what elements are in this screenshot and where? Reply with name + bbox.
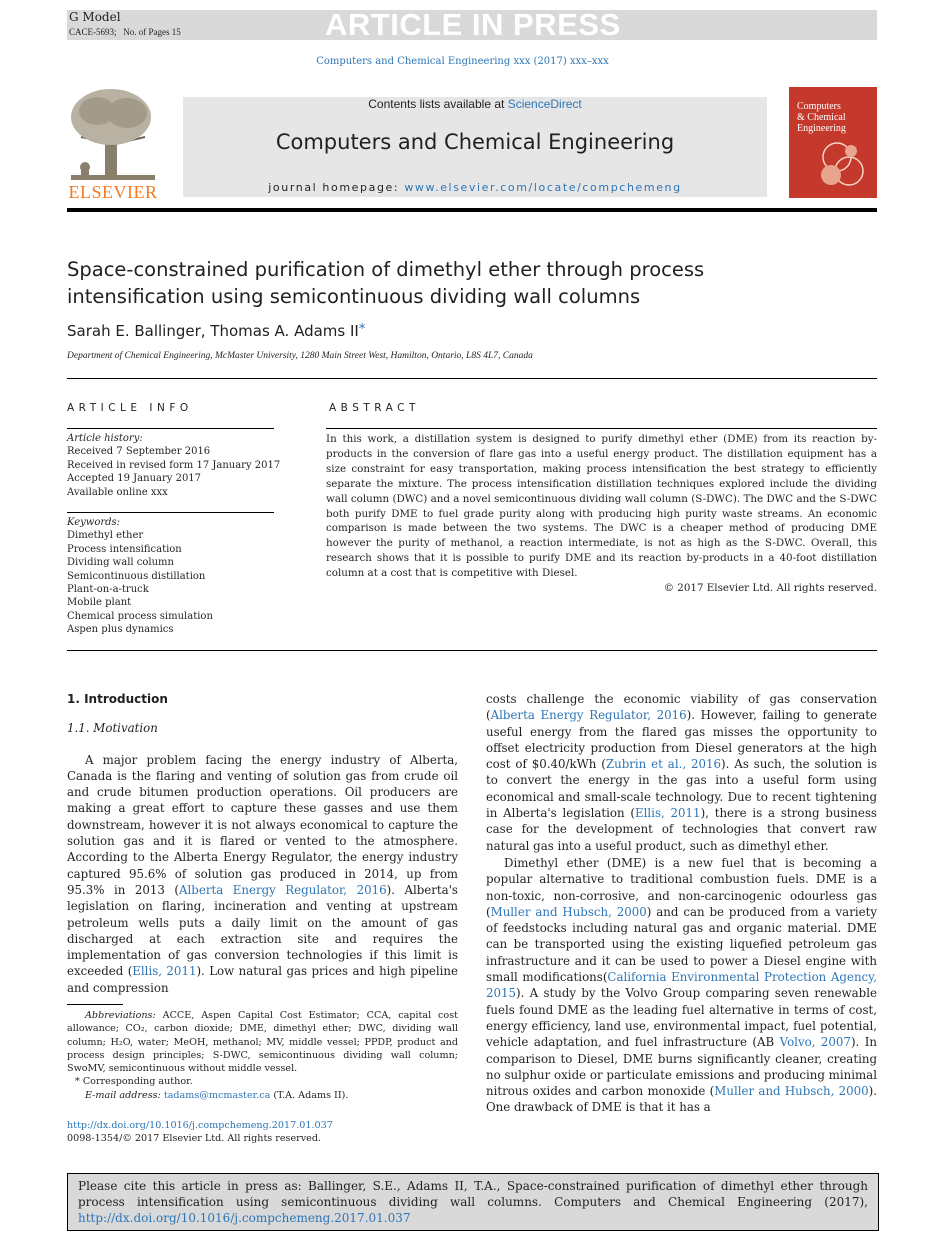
citation-box [67, 1173, 879, 1231]
email-suffix: (T.A. Adams II). [273, 1089, 349, 1101]
email-label: E-mail address: [85, 1089, 161, 1101]
sciencedirect-link[interactable]: ScienceDirect [507, 97, 582, 111]
body-text: Dimethyl ether (DME) is a new fuel that is becoming a popular alternative to traditional combustion fuels. DME is a non-toxic, non-corrosive, and non-carcinogenic odourless gas ( [486, 855, 877, 919]
masthead-rule [67, 208, 877, 212]
journal-banner-box [183, 97, 767, 197]
citation-text: Please cite this article in press as: Ballinger, S.E., Adams II, T.A., Space-constrained purification of dimethyl ether through process intensification using semicontinuous dividing wall columns. Computers and Chemical Engineering (2017), [78, 1179, 868, 1209]
footnote-rule [67, 1004, 123, 1005]
body-text: costs challenge the economic viability of gas conservation ( [486, 692, 877, 723]
citation-link[interactable]: Volvo, 2007 [779, 1035, 851, 1050]
body-text: A major problem facing the energy industry of Alberta, Canada is the flaring and venting of solution gas from crude oil and crude bitumen production operations. Oil producers are making a great effort to capture these gasses and use them downstream, however it is not always economical to capture the solution gas and it is flared or vented to the atmosphere. According to the Alberta Energy Regulator, the energy industry captured 95.6% of solution gas produced in 2014, up from 95.3% in 2013 ( [67, 752, 458, 897]
keywords-rule [67, 512, 274, 513]
body-text: ), there is a strong business case for the development of technologies that convert raw natural gas into a useful product, such as dimethyl ether. [486, 806, 877, 853]
citation-link[interactable]: Zubrin et al., 2016 [605, 757, 722, 772]
paragraph [486, 855, 877, 1116]
abbreviations-label: Abbreviations: [85, 1010, 156, 1021]
citation-link[interactable]: Muller and Hubsch, 2000 [714, 1084, 869, 1099]
abstract-text: In this work, a distillation system is designed to purify dimethyl ether (DME) from its reaction by-products in the conversion of flare gas into a useful energy product. The distillation equipment has a size constraint for easy transportation, making process intensification the best strategy to efficiently separate the mixture. The process intensification distillation techniques explored include the dividing wall column (DWC) and a novel semicontinuous dividing wall column (S-DWC). The DWC and the S-DWC both purify DME to fuel grade purity along with producing high purity waste streams. An economic comparison is made between the two systems. The DWC is a cheaper method of producing DME however the purity of methanol, a reaction intermediate, is not as high as the S-DWC. Overall, this research shows that it is possible to purify DME and its reaction by-products in a 40-foot distillation column at a cost that is competitive with Diesel. [326, 433, 877, 580]
manuscript-id [69, 27, 181, 37]
cace-number: CACE-5693; [69, 27, 117, 37]
keyword-item: Chemical process simulation [67, 610, 213, 622]
cover-title-line: & Chemical [797, 112, 846, 123]
keyword-item: Mobile plant [67, 597, 132, 609]
doi-link[interactable]: http://dx.doi.org/10.1016/j.compchemeng.2017.01.037 [67, 1120, 333, 1131]
article-title [67, 256, 847, 310]
body-text: ) and can be produced from a variety of feedstocks including natural gas and organic material. DME can be transported using the existing liquefied petroleum gas infrastructure and it can be used to power a Diesel engine with small modifications( [486, 904, 877, 985]
section-heading-introduction: 1. Introduction [67, 692, 168, 706]
cover-title [797, 101, 846, 134]
page-count: No. of Pages 15 [123, 27, 181, 37]
email-footnote [67, 1089, 458, 1102]
abbreviations-footnote [67, 1009, 458, 1075]
history-item: Available online xxx [67, 486, 168, 498]
history-item: Received in revised form 17 January 2017 [67, 459, 281, 471]
title-rule [67, 378, 877, 379]
cover-title-line: Engineering [797, 123, 846, 134]
body-right-column [486, 691, 877, 1116]
corresponding-author-mark[interactable]: * [358, 322, 366, 337]
cover-illustration [811, 135, 871, 195]
body-text: ). As such, the solution is to convert the energy in the gas into a useful form using economical and small-scale technology. Due to recent tightening in Alberta's legislation ( [486, 757, 877, 821]
abbreviations-text: ACCE, Aspen Capital Cost Estimator; CCA, capital cost allowance; CO₂, carbon dioxide; DME, dimethyl ether; DWC, dividing wall column; H₂O, water; MeOH, methanol; MV, middle vessel; PPDP, product and process design principles; S-DWC, semicontinuous dividing wall column; SwoMV, semicontinuous without middle vessel. [67, 1010, 458, 1075]
homepage-prefix: journal homepage: [268, 181, 400, 194]
journal-reference-link[interactable]: Computers and Chemical Engineering xxx (2017) xxx–xxx [316, 56, 609, 67]
paragraph [486, 691, 877, 854]
keywords-list [67, 516, 213, 637]
doi-block [67, 1119, 333, 1146]
journal-homepage-link[interactable]: www.elsevier.com/locate/compchemeng [404, 181, 682, 194]
keyword-item: Dividing wall column [67, 557, 174, 569]
corresponding-author-note: * Corresponding author. [75, 1076, 193, 1088]
abstract-bottom-rule [67, 650, 877, 651]
body-text: ). Alberta's legislation on flaring, incineration and venting at upstream petroleum wells puts a daily limit on the amount of gas discharged at each extraction site and requires the implementation of gas conversion technologies if this limit is exceeded ( [67, 882, 458, 979]
article-history [67, 432, 280, 499]
body-text: ). However, failing to generate useful energy from the flared gas misses the opportunity to offset electricity production from Diesel generators at the high cost of $0.40/kWh ( [486, 708, 877, 772]
journal-homepage-line [183, 181, 767, 194]
keywords-label: Keywords: [67, 517, 121, 528]
abstract-rule [326, 428, 877, 429]
subsection-heading-motivation: 1.1. Motivation [67, 721, 158, 736]
citation-link[interactable]: California Environmental Protection Agency, 2015 [486, 970, 877, 1001]
history-item: Accepted 19 January 2017 [67, 473, 202, 485]
citation-link[interactable]: Ellis, 2011 [635, 806, 701, 821]
journal-masthead [67, 87, 877, 212]
article-info-heading: ARTICLE INFO [67, 402, 193, 414]
elsevier-wordmark: ELSEVIER [68, 182, 158, 202]
journal-title: Computers and Chemical Engineering [275, 130, 675, 154]
history-label: Article history: [67, 433, 143, 444]
citation-doi-link[interactable]: http://dx.doi.org/10.1016/j.compchemeng.2017.01.037 [78, 1211, 411, 1225]
keyword-item: Semicontinuous distillation [67, 570, 206, 582]
g-model-label: G Model [69, 10, 121, 24]
keyword-item: Aspen plus dynamics [67, 624, 174, 636]
title-line: intensification using semicontinuous dividing wall columns [67, 285, 641, 308]
keyword-item: Plant-on-a-truck [67, 584, 149, 596]
body-left-column [67, 691, 458, 996]
article-info-rule [67, 428, 274, 429]
cover-title-line: Computers [797, 101, 841, 112]
citation-link[interactable]: Ellis, 2011 [132, 964, 197, 979]
title-line: Space-constrained purification of dimethyl ether through process [67, 258, 705, 281]
abstract-copyright: © 2017 Elsevier Ltd. All rights reserved. [663, 582, 877, 594]
contents-prefix: Contents lists available at [368, 97, 505, 111]
citation-link[interactable]: Alberta Energy Regulator, 2016 [179, 882, 387, 897]
journal-cover-thumbnail[interactable] [789, 87, 877, 198]
citation-link[interactable]: Muller and Hubsch, 2000 [490, 904, 647, 919]
body-text: ). In comparison to Diesel, DME burns significantly cleaner, creating no sulphur oxide or particulate emissions and producing minimal nitrous oxides and carbon monoxide ( [486, 1035, 877, 1099]
issn-copyright: 0098-1354/© 2017 Elsevier Ltd. All rights reserved. [67, 1133, 322, 1145]
article-in-press-bar [67, 7, 877, 42]
paragraph [67, 752, 458, 996]
footnotes [67, 1009, 458, 1102]
body-text: ). A study by the Volvo Group comparing seven renewable fuels found DME as the leading fuel alternative in terms of cost, energy efficiency, land use, environmental impact, fuel potential, vehicle adaptation, and fuel infrastructure (AB [486, 986, 877, 1050]
article-in-press-banner: ARTICLE IN PRESS [325, 7, 621, 42]
keyword-item: Dimethyl ether [67, 530, 144, 542]
abstract-heading: ABSTRACT [329, 402, 420, 414]
citation-link[interactable]: Alberta Energy Regulator, 2016 [490, 708, 687, 723]
author-list [67, 322, 365, 340]
keyword-item: Process intensification [67, 543, 182, 555]
body-text: ). Low natural gas prices and high pipeline and compression [67, 964, 458, 995]
authors-text: Sarah E. Ballinger, Thomas A. Adams II [67, 322, 359, 340]
body-text: ). One drawback of DME is that it has a [486, 1084, 877, 1115]
email-link[interactable]: tadams@mcmaster.ca [163, 1089, 271, 1101]
history-item: Received 7 September 2016 [67, 446, 211, 458]
author-affiliation: Department of Chemical Engineering, McMaster University, 1280 Main Street West, Hamilton, Ontario, L8S 4L7, Canada [67, 351, 533, 361]
contents-available-line [183, 97, 767, 111]
